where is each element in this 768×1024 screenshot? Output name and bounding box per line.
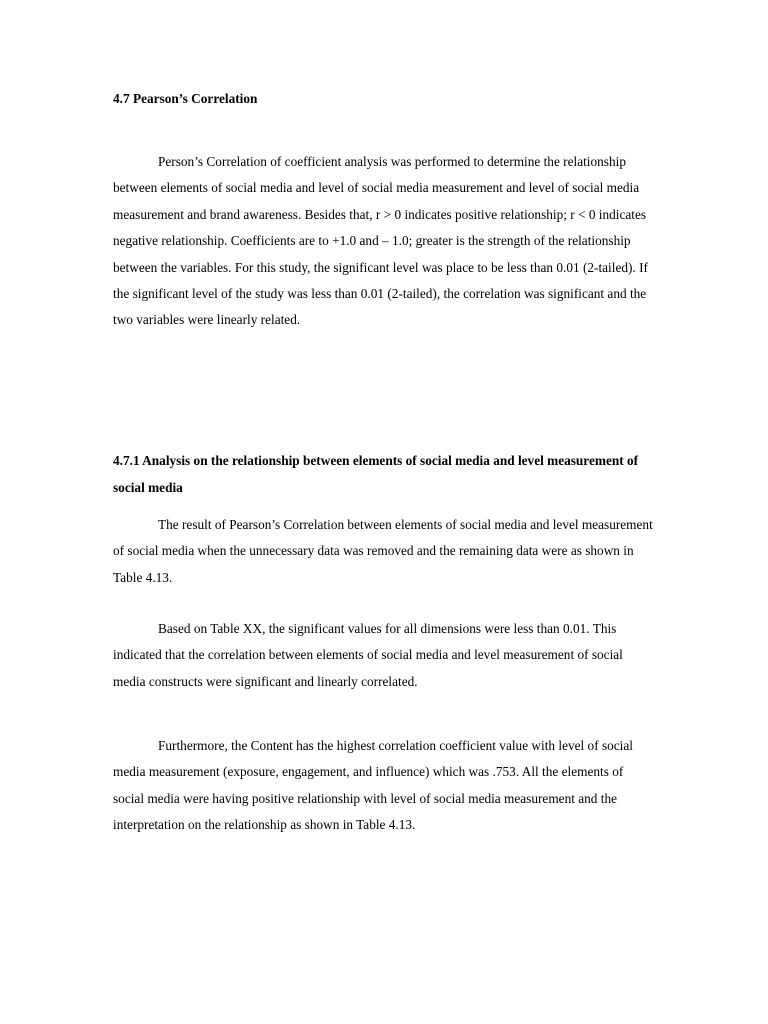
subsection-heading: 4.7.1 Analysis on the relationship between elements of social media and level measurement of social media <box>113 453 639 495</box>
section-intro-paragraph: Person’s Correlation of coefficient analysis was performed to determine the relationship between elements of social media and level of social media measurement and level of social media measurement and brand awareness. Besides that, r > 0 indicates positive relationship; r < 0 indicates negative relationship. Coefficients are to +1.0 and – 1.0; greater is the strength of the relationship between the variables. For this study, the significant level was place to be less than 0.01 (2-tailed). If the significant level of the study was less than 0.01 (2-tailed), the correlation was significant and the two variables were linearly related. <box>113 154 648 328</box>
subsection-paragraph-1: The result of Pearson’s Correlation between elements of social media and level measurement of social media when the unnecessary data was removed and the remaining data were as shown in Table 4.13. <box>113 517 653 585</box>
subsection-paragraph-2: Based on Table XX, the significant values for all dimensions were less than 0.01. This indicated that the correlation between elements of social media and level measurement of social media constructs were significant and linearly correlated. <box>113 621 623 689</box>
section-heading: 4.7 Pearson’s Correlation <box>113 91 258 106</box>
subsection-paragraph-3: Furthermore, the Content has the highest correlation coefficient value with level of social media measurement (exposure, engagement, and influence) which was .753. All the elements of social media were having positive relationship with level of social media measurement and the interpretation on the relationship as shown in Table 4.13. <box>113 738 633 833</box>
